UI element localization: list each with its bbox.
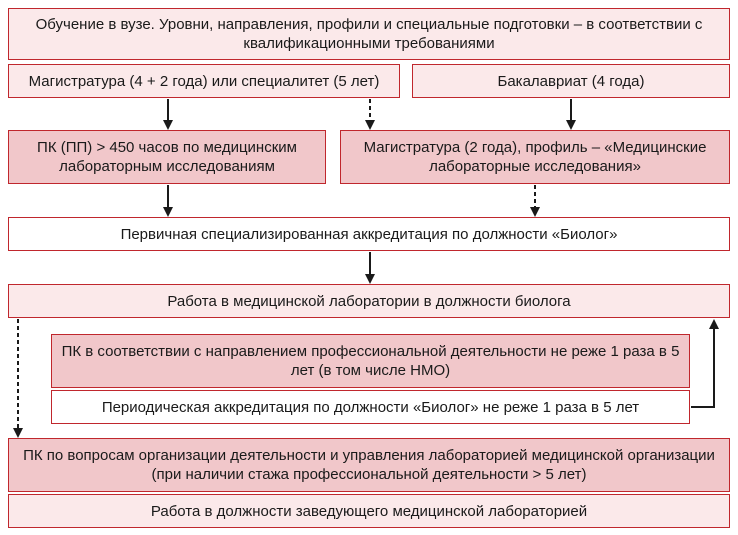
box-education: Обучение в вузе. Уровни, направления, профили и специальные подготовки – в соответствии с квалификационными требованиями [8, 8, 730, 60]
box-pk-450: ПК (ПП) > 450 часов по медицинским лабораторным исследованиям [8, 130, 326, 184]
box-primary-accreditation: Первичная специализированная аккредитация по должности «Биолог» [8, 217, 730, 251]
box-work-biologist: Работа в медицинской лаборатории в должности биолога [8, 284, 730, 318]
box-master-specialist: Магистратура (4 + 2 года) или специалитет (5 лет) [8, 64, 400, 98]
box-work-head: Работа в должности заведующего медицинской лабораторией [8, 494, 730, 528]
box-periodic-accreditation: Периодическая аккредитация по должности «Биолог» не реже 1 раза в 5 лет [51, 390, 690, 424]
box-pk-management: ПК по вопросам организации деятельности и управления лабораторией медицинской организации (при наличии стажа профессиональной деятельности > 5 лет) [8, 438, 730, 492]
arrow-periodic-loop [691, 321, 714, 407]
box-bachelor: Бакалавриат (4 года) [412, 64, 730, 98]
box-master-profile: Магистратура (2 года), профиль – «Медицинские лабораторные исследования» [340, 130, 730, 184]
box-pk-periodic: ПК в соответствии с направлением профессиональной деятельности не реже 1 раза в 5 лет (в том числе НМО) [51, 334, 690, 388]
